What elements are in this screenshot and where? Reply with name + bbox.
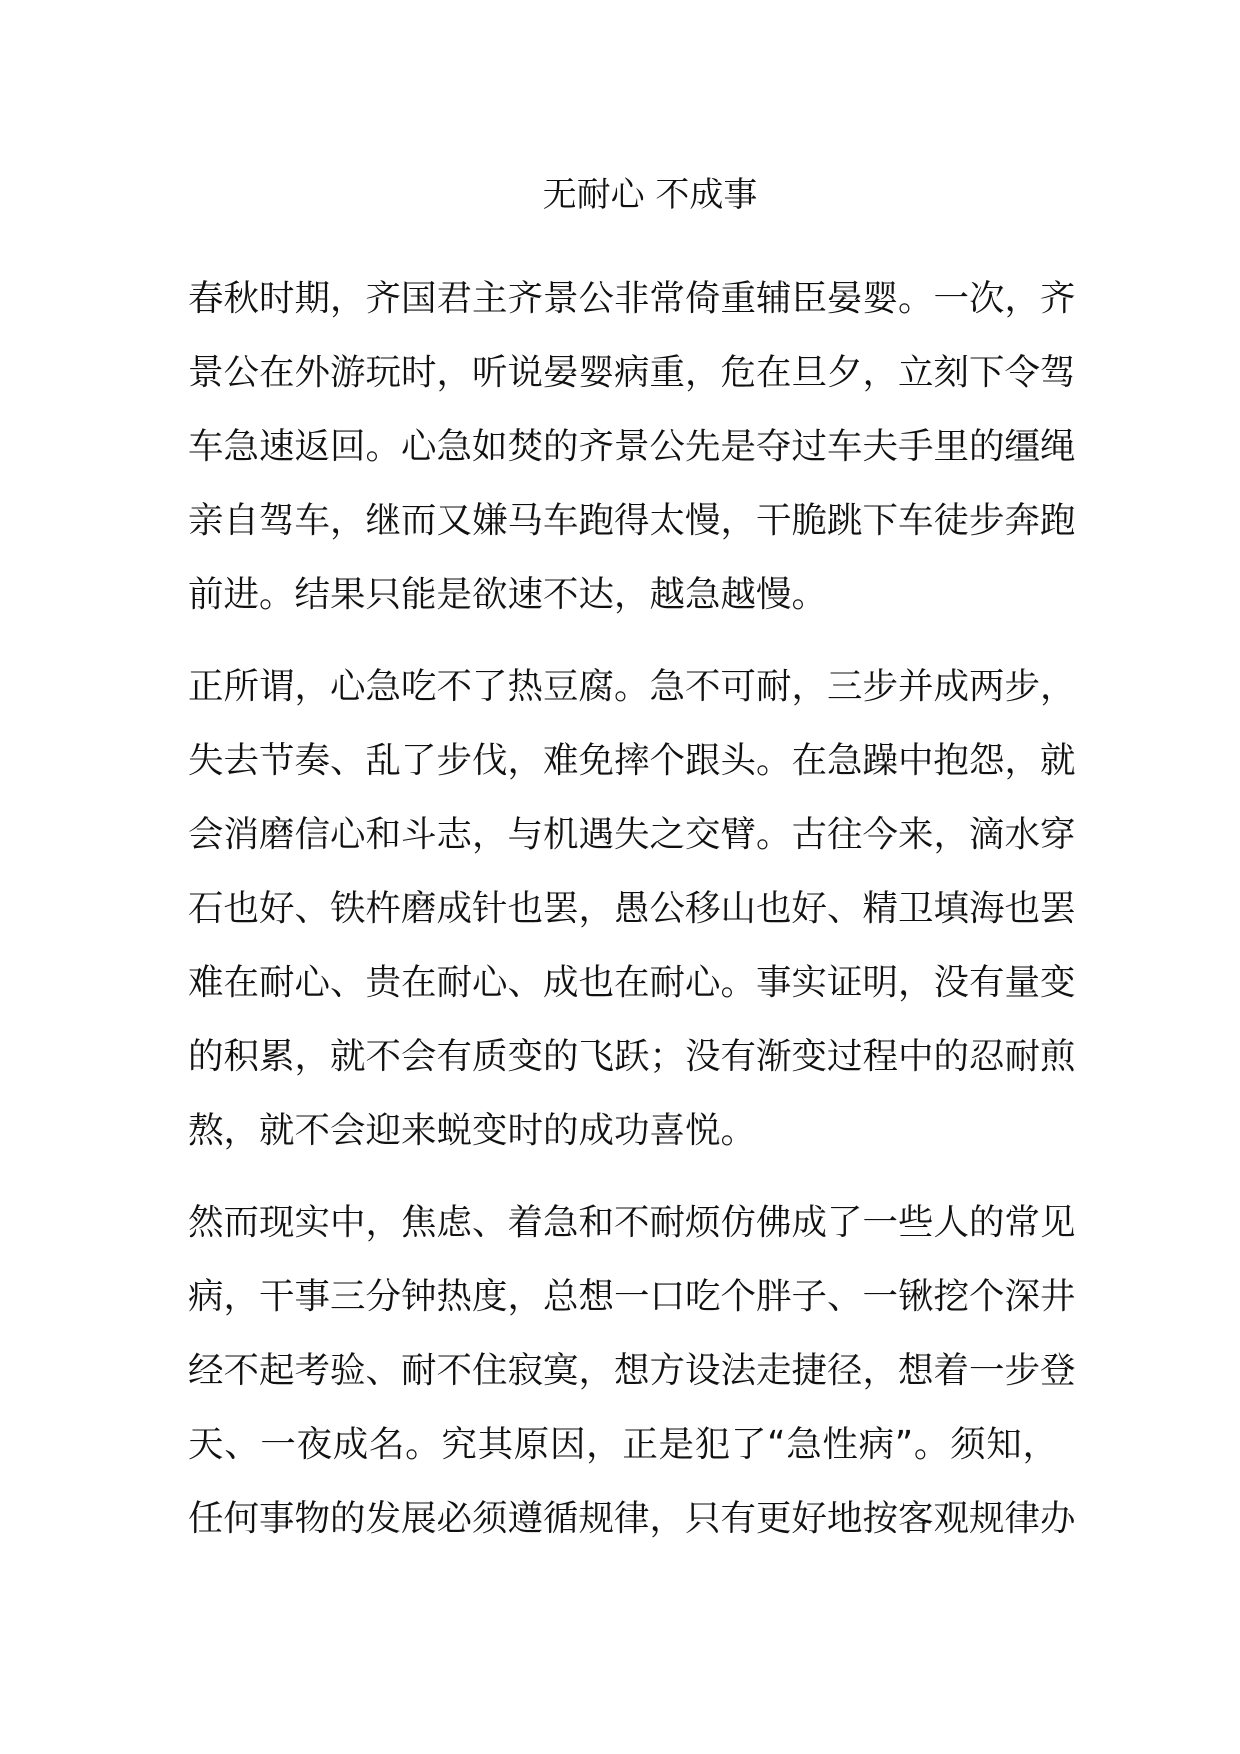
paragraph-line: 景公在外游玩时，听说晏婴病重，危在旦夕，立刻下令驾 [188, 352, 1076, 393]
paragraph-line: 失去节奏、乱了步伐，难免摔个跟头。在急躁中抱怨，就 [188, 740, 1076, 781]
paragraph-2 [188, 650, 1076, 1168]
paragraph-3 [188, 1186, 1076, 1556]
paragraph-line: 然而现实中，焦虑、着急和不耐烦仿佛成了一些人的常见 [188, 1202, 1076, 1243]
paragraph-line: 任何事物的发展必须遵循规律，只有更好地按客观规律办 [188, 1498, 1076, 1539]
paragraph-line: 病，干事三分钟热度，总想一口吃个胖子、一锹挖个深井 [188, 1276, 1076, 1317]
paragraph-line: 难在耐心、贵在耐心、成也在耐心。事实证明，没有量变 [188, 962, 1076, 1003]
paragraph-line: 石也好、铁杵磨成针也罢，愚公移山也好、精卫填海也罢 [188, 888, 1076, 929]
paragraph-1 [188, 262, 1076, 632]
paragraph-line: 亲自驾车，继而又嫌马车跑得太慢，干脆跳下车徒步奔跑 [188, 500, 1076, 541]
paragraph-line: 的积累，就不会有质变的飞跃；没有渐变过程中的忍耐煎 [188, 1036, 1076, 1077]
paragraph-line: 正所谓，心急吃不了热豆腐。急不可耐，三步并成两步， [188, 666, 1076, 707]
paragraph-line: 春秋时期，齐国君主齐景公非常倚重辅臣晏婴。一次，齐 [188, 278, 1076, 319]
document-body [188, 262, 1076, 1572]
paragraph-line: 熬，就不会迎来蜕变时的成功喜悦。 [188, 1110, 757, 1151]
paragraph-line: 车急速返回。心急如焚的齐景公先是夺过车夫手里的缰绳 [188, 426, 1076, 467]
document-title: 无耐心 不成事 [542, 175, 758, 215]
paragraph-line: 天、一夜成名。究其原因，正是犯了“急性病”。须知， [188, 1424, 1058, 1465]
paragraph-line: 前进。结果只能是欲速不达，越急越慢。 [188, 574, 828, 615]
paragraph-line: 经不起考验、耐不住寂寞，想方设法走捷径，想着一步登 [188, 1350, 1076, 1391]
paragraph-line: 会消磨信心和斗志，与机遇失之交臂。古往今来，滴水穿 [188, 814, 1076, 855]
